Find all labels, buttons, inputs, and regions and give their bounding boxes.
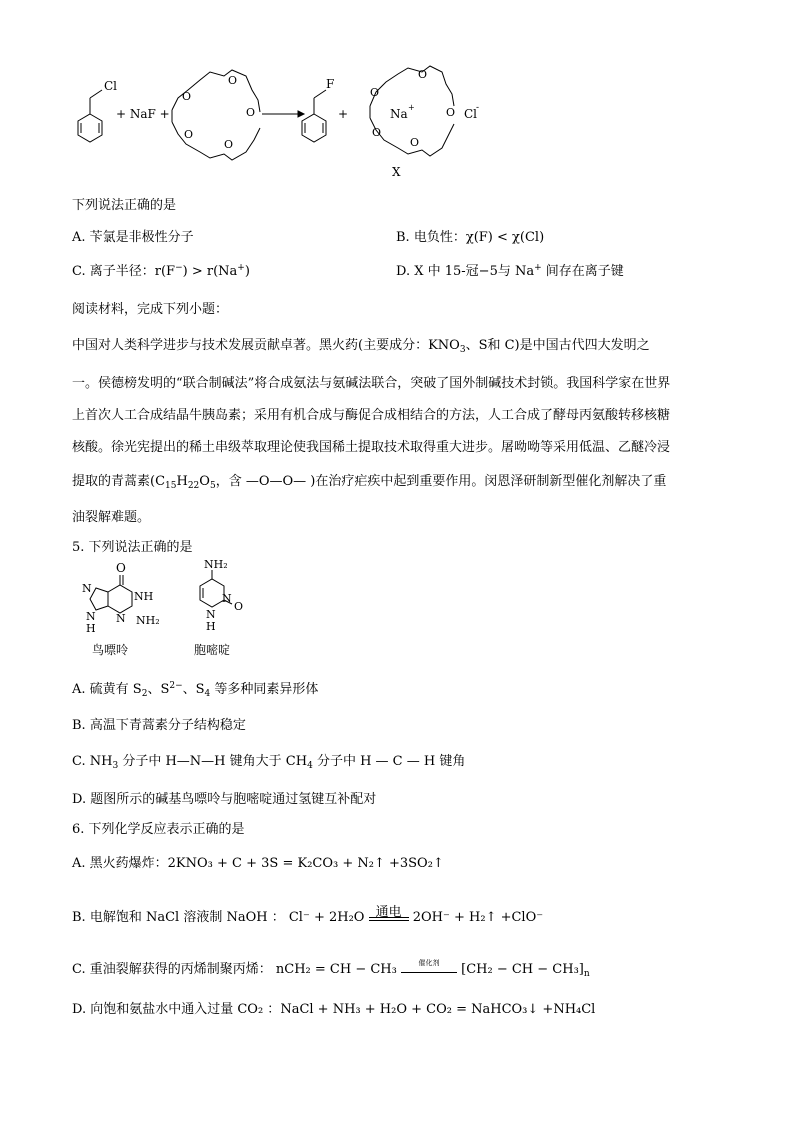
- option-b-prefix: B. 电负性：: [396, 230, 466, 245]
- nh2-group: NH₂: [136, 614, 160, 627]
- equation-left: Cl⁻ + 2H₂O: [288, 910, 365, 925]
- na-ion-charge: +: [408, 103, 415, 112]
- catalyst-arrow: [401, 959, 457, 973]
- f-charge: −: [175, 263, 183, 273]
- equation: 2KNO₃ + C + 3S = K₂CO₃ + N₂↑ +3SO₂↑: [167, 856, 444, 871]
- reading-text: 、S和 C)是中国古代四大发明之: [465, 338, 650, 353]
- subscript: 5: [209, 481, 216, 491]
- condition-text: 通电: [375, 905, 402, 920]
- f-symbol: F: [166, 264, 176, 279]
- reading-line-6: 油裂解难题。: [72, 510, 151, 525]
- subscript: 3: [459, 345, 466, 355]
- superscript: 2−: [169, 681, 183, 691]
- option-text: A. 硫黄有 S: [72, 682, 142, 697]
- guanine-name: 鸟嘌呤: [92, 643, 129, 657]
- option-prefix: B. 电解饱和 NaCl 溶液制 NaOH ：: [72, 910, 285, 925]
- o-atom: O: [246, 106, 256, 119]
- equation-right: 2OH⁻ + H₂↑ +ClO⁻: [412, 910, 544, 925]
- na-symbol: Na: [218, 264, 238, 279]
- option-b: [396, 226, 544, 245]
- reading-line-4: 核酸。徐光宪提出的稀土串级萃取理论使我国稀土提取技术取得重大进步。屠呦呦等采用低温、乙醚冷浸: [72, 440, 671, 455]
- o-atom: O: [184, 128, 194, 141]
- reaction-scheme: [60, 62, 480, 182]
- o-atom: O: [224, 138, 234, 151]
- subscript: 3: [112, 761, 119, 771]
- o-atom: O: [372, 126, 382, 139]
- nh-group: NH: [134, 590, 154, 603]
- n-atom: N: [222, 592, 232, 605]
- reading-line-5: [72, 470, 666, 491]
- subscript: 4: [204, 689, 211, 699]
- subscript: 4: [307, 761, 313, 771]
- x-label: X: [392, 165, 401, 179]
- option-c: C. 离子半径：r(F−) > r(Na+): [72, 263, 250, 279]
- base-structures: [70, 558, 270, 664]
- option-prefix: C. 重油裂解获得的丙烯制聚丙烯：: [72, 962, 272, 977]
- option-text: 分子中 H—N—H 键角大于 CH: [118, 754, 308, 769]
- n-atom: N: [116, 612, 126, 625]
- q5-option-d: D. 题图所示的碱基鸟嘌呤与胞嘧啶通过氢键互补配对: [72, 792, 377, 807]
- reactant-cl-label: Cl: [104, 79, 118, 93]
- q6-option-a: [72, 852, 444, 871]
- equation-left: nCH₂ = CH − CH₃: [275, 962, 397, 977]
- n-atom: N: [82, 582, 92, 595]
- option-d: [396, 260, 624, 279]
- q6-stem: 6. 下列化学反应表示正确的是: [72, 822, 245, 837]
- q5-option-c: [72, 750, 465, 771]
- option-a: A. 苄氯是非极性分子: [72, 230, 194, 245]
- benzyl-chloride-structure: [78, 90, 102, 142]
- plus-naf-label: + NaF +: [116, 107, 170, 121]
- o-atom: O: [410, 136, 420, 149]
- o-atom: O: [418, 68, 428, 81]
- option-d-text: D. X 中 15-冠−5与 Na: [396, 264, 535, 279]
- reading-line-2: 一。侯德榜发明的“联合制碱法”将合成氨法与氨碱法联合，突破了国外制碱技术封锁。我国科学家在世界: [72, 376, 671, 391]
- subscript: 2: [141, 689, 148, 699]
- o-atom: O: [116, 561, 126, 575]
- reading-text: 提取的青蒿素(C: [72, 474, 166, 489]
- o-atom: O: [370, 86, 380, 99]
- na-ion: Na: [390, 107, 408, 121]
- q6-option-c: [72, 958, 590, 979]
- equation: NaCl + NH₃ + H₂O + CO₂ = NaHCO₃↓ +NH₄Cl: [280, 1002, 596, 1017]
- plus-label: +: [338, 107, 349, 121]
- o-atom: O: [234, 600, 244, 613]
- o-atom: O: [446, 106, 456, 119]
- cytosine-name: 胞嘧啶: [194, 643, 231, 657]
- reading-text: H: [176, 474, 188, 489]
- option-text: C. NH: [72, 754, 113, 769]
- option-text: 分子中 H — C — H 键角: [312, 754, 466, 769]
- option-text: 、S: [147, 682, 170, 697]
- n-atom: N: [206, 608, 216, 621]
- arrow-line: [401, 972, 457, 973]
- subscript: 22: [187, 481, 200, 491]
- reading-text: ，含 —O—O— )在治疗疟疾中起到重要作用。闵恩泽研制新型催化剂解决了重: [215, 474, 667, 489]
- kno3-formula: KNO: [428, 338, 460, 353]
- q5-option-b: B. 高温下青蒿素分子结构稳定: [72, 718, 246, 733]
- option-b-formula: χ(F) < χ(Cl): [465, 230, 545, 245]
- reading-line-1: [72, 334, 650, 355]
- na-charge: +: [237, 263, 245, 273]
- o-atom: O: [182, 90, 192, 103]
- option-text: 等多种同素异形体: [210, 682, 319, 697]
- equation-right: [CH₂ − CH − CH₃]: [461, 962, 584, 977]
- q6-option-d: [72, 998, 595, 1017]
- q5-option-a: [72, 678, 318, 699]
- nh2-group: NH₂: [204, 558, 228, 571]
- product-f-label: F: [326, 77, 335, 91]
- q5-stem: 5. 下列说法正确的是: [72, 540, 193, 555]
- option-prefix: A. 黑火药爆炸：: [72, 856, 168, 871]
- option-text: 、S: [182, 682, 205, 697]
- q6-option-b: [72, 906, 543, 925]
- n-atom: N: [86, 610, 96, 623]
- cl-ion-charge: -: [476, 103, 480, 113]
- option-d-tail: 间存在离子键: [541, 264, 624, 279]
- reading-text: 中国对人类科学进步与技术发展贡献卓著。黑火药(主要成分：: [72, 338, 429, 353]
- option-d-charge: +: [534, 263, 542, 273]
- reading-intro: 阅读材料，完成下列小题：: [72, 302, 229, 317]
- benzyl-fluoride-structure: [302, 90, 326, 142]
- question-stem: 下列说法正确的是: [72, 198, 177, 213]
- electrolysis-condition: [369, 905, 409, 921]
- option-prefix: D. 向饱和氨盐水中通入过量 CO₂ ：: [72, 1002, 281, 1017]
- subscript: 15: [165, 481, 177, 491]
- h-atom: H: [86, 622, 96, 635]
- cl-ion: Cl: [464, 107, 478, 121]
- option-c-prefix: C. 离子半径：: [72, 264, 155, 279]
- subscript: n: [583, 969, 590, 979]
- condition-text: 催化剂: [418, 959, 440, 967]
- reading-text: O: [199, 474, 210, 489]
- guanine-structure: [90, 575, 132, 613]
- reading-line-3: 上首次人工合成结晶牛胰岛素；采用有机合成与酶促合成相结合的方法，人工合成了酵母丙氨酸转移核糖: [72, 408, 671, 423]
- h-atom: H: [206, 620, 216, 633]
- o-atom: O: [228, 74, 238, 87]
